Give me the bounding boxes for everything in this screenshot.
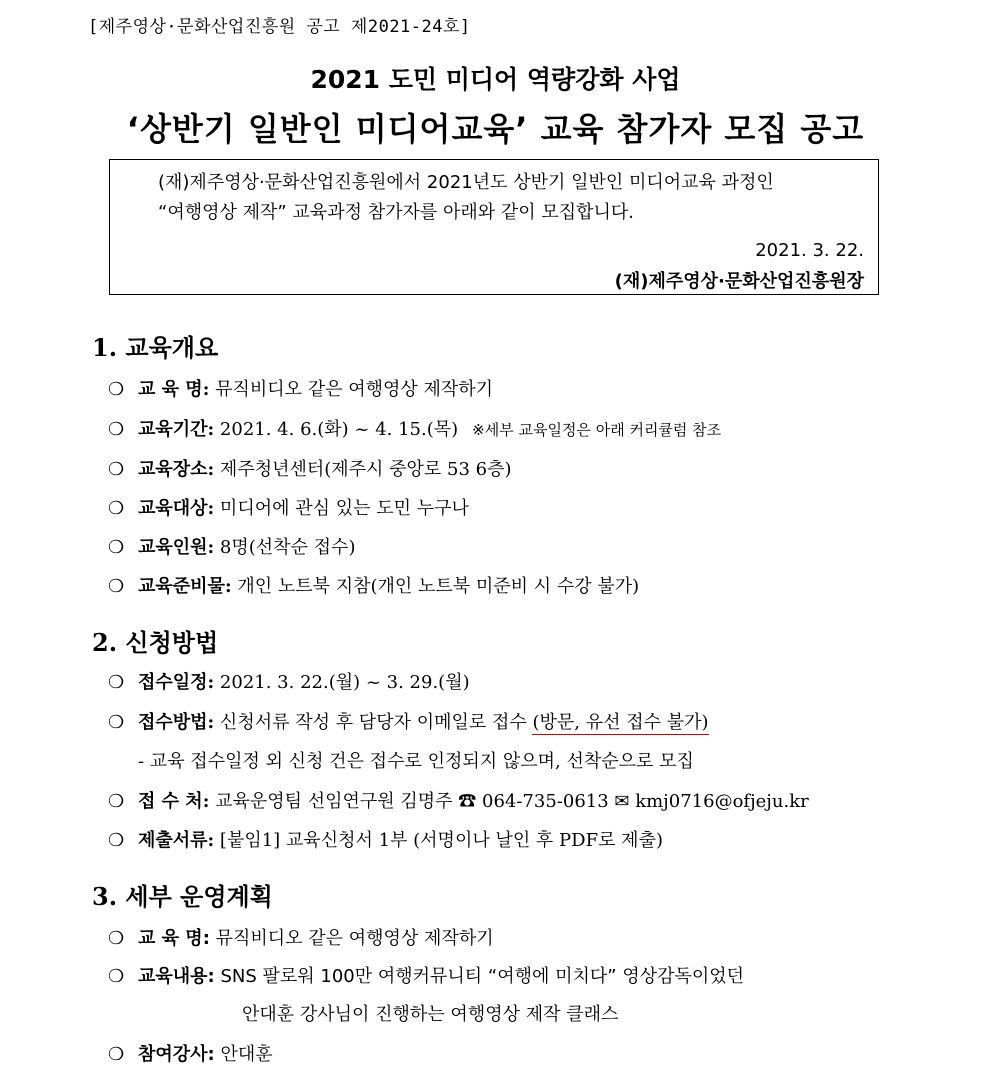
- item-value: 개인 노트북 지참(개인 노트북 미준비 시 수강 불가): [231, 576, 640, 597]
- list-item: [108, 708, 709, 734]
- circle-bullet-icon: ❍: [108, 830, 125, 851]
- circle-bullet-icon: ❍: [108, 498, 125, 519]
- circle-bullet-icon: ❍: [108, 379, 125, 400]
- item-value: 2021. 3. 22.(월) ~ 3. 29.(월): [214, 672, 470, 693]
- item-label: 교 육 명:: [138, 928, 210, 949]
- list-item: [108, 668, 470, 694]
- list-item: [108, 375, 493, 401]
- list-item: [108, 415, 721, 441]
- item-label: 교육내용:: [138, 966, 215, 987]
- list-item: [108, 533, 355, 559]
- item-value: 안대훈: [214, 1044, 273, 1065]
- item-label: 접수방법:: [138, 712, 215, 733]
- circle-bullet-icon: ❍: [108, 712, 125, 733]
- item-label: 제출서류:: [138, 830, 215, 851]
- list-item: [108, 494, 469, 520]
- item-value: 미디어에 관심 있는 도민 누구나: [214, 498, 469, 519]
- notice-date: 2021. 3. 22.: [755, 240, 864, 261]
- list-item: [108, 787, 809, 813]
- document-title-line1: 2021 도민 미디어 역량강화 사업: [310, 65, 681, 94]
- item-value: 뮤직비디오 같은 여행영상 제작하기: [209, 379, 494, 400]
- item-label: 교육대상:: [138, 498, 215, 519]
- item-value: 2021. 4. 6.(화) ~ 4. 15.(목): [214, 419, 459, 440]
- circle-bullet-icon: ❍: [108, 928, 125, 949]
- item-label: 교육기간:: [138, 419, 215, 440]
- document-title-line2: ‘상반기 일반인 미디어교육’ 교육 참가자 모집 공고: [126, 110, 865, 148]
- item-value: 신청서류 작성 후 담당자 이메일로 접수: [214, 712, 533, 733]
- issuing-organization: (재)제주영상·문화산업진흥원장: [614, 271, 864, 292]
- notice-number: [제주영상·문화산업진흥원 공고 제2021-24호]: [88, 17, 471, 37]
- section3-heading: 3. 세부 운영계획: [92, 882, 273, 911]
- list-item: [108, 572, 639, 598]
- section1-heading: 1. 교육개요: [92, 333, 219, 362]
- item-value: 8명(선착순 접수): [214, 537, 356, 558]
- circle-bullet-icon: ❍: [108, 537, 125, 558]
- content-continuation: 안대훈 강사님이 진행하는 여행영상 제작 클래스: [242, 1004, 619, 1025]
- circle-bullet-icon: ❍: [108, 459, 125, 480]
- item-value: 제주청년센터(제주시 중앙로 53 6층): [214, 459, 512, 480]
- circle-bullet-icon: ❍: [108, 672, 125, 693]
- highlighted-restriction: (방문, 유선 접수 불가): [532, 712, 709, 733]
- section2-heading: 2. 신청방법: [92, 628, 219, 657]
- item-label: 접수일정:: [138, 672, 215, 693]
- list-item: [108, 455, 512, 481]
- circle-bullet-icon: ❍: [108, 419, 125, 440]
- item-label: 교육인원:: [138, 537, 215, 558]
- item-label: 참여강사:: [138, 1044, 215, 1065]
- intro-box: [109, 159, 879, 295]
- item-label: 교육준비물:: [138, 576, 232, 597]
- circle-bullet-icon: ❍: [108, 966, 125, 987]
- item-label: 접 수 처:: [138, 791, 210, 812]
- list-item: [108, 962, 744, 988]
- circle-bullet-icon: ❍: [108, 791, 125, 812]
- intro-text: [158, 168, 858, 228]
- item-label: 교 육 명:: [138, 379, 210, 400]
- intro-line2: “여행영상 제작” 교육과정 참가자를 아래와 같이 모집합니다.: [158, 202, 635, 223]
- item-note: ※세부 교육일정은 아래 커리큘럼 참조: [472, 421, 722, 439]
- contact-value: 교육운영팀 선임연구원 김명주 ☎ 064-735-0613 ✉ kmj0716@ofjeju.kr: [209, 791, 809, 812]
- circle-bullet-icon: ❍: [108, 576, 125, 597]
- intro-line1: (재)제주영상·문화산업진흥원에서 2021년도 상반기 일반인 미디어교육 과정인: [158, 172, 774, 193]
- circle-bullet-icon: ❍: [108, 1044, 125, 1065]
- item-value: 뮤직비디오 같은 여행영상 제작하기: [209, 928, 494, 949]
- item-label: 교육장소:: [138, 459, 215, 480]
- list-item: [108, 1040, 273, 1066]
- sub-note: - 교육 접수일정 외 신청 건은 접수로 인정되지 않으며, 선착순으로 모집: [138, 751, 694, 772]
- item-value: [붙임1] 교육신청서 1부 (서명이나 날인 후 PDF로 제출): [214, 830, 663, 851]
- item-value: SNS 팔로워 100만 여행커뮤니티 “여행에 미치다” 영상감독이었던: [214, 966, 745, 987]
- list-item: [108, 826, 663, 852]
- list-item: [108, 924, 494, 950]
